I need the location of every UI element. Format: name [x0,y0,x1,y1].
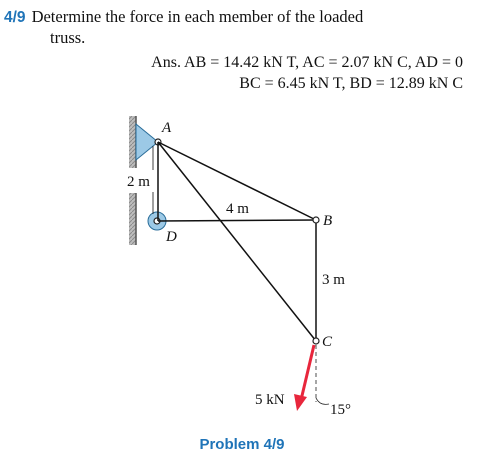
label-joint-c: C [322,334,333,350]
wall-a [129,116,136,168]
joint-c [313,338,319,344]
label-joint-d: D [166,229,177,245]
label-load: 5 kN [255,392,285,408]
figure-caption: Problem 4/9 [199,436,285,453]
member-ac [158,142,316,341]
wall-d [129,193,136,245]
load-arrow [294,345,314,411]
joint-b [313,217,319,223]
load-angle-arc [316,398,329,404]
answer-line2: BC = 6.45 kN T, BD = 12.89 kN C [239,75,463,92]
label-joint-b: B [323,213,333,229]
label-load-angle: 15° [330,402,351,418]
problem-number: 4/9 [4,9,26,26]
label-dimension-db: 4 m [226,201,249,217]
label-joint-a: A [162,120,172,136]
label-dimension-bc: 3 m [322,272,345,288]
problem-statement-line1: Determine the force in each member of the loaded [31,7,364,26]
member-bd [158,220,316,221]
answer-line1: Ans. AB = 14.42 kN T, AC = 2.07 kN C, AD = 0 [151,54,463,71]
problem-statement-line2: truss. [50,28,86,47]
label-dimension-ad: 2 m [127,174,150,190]
